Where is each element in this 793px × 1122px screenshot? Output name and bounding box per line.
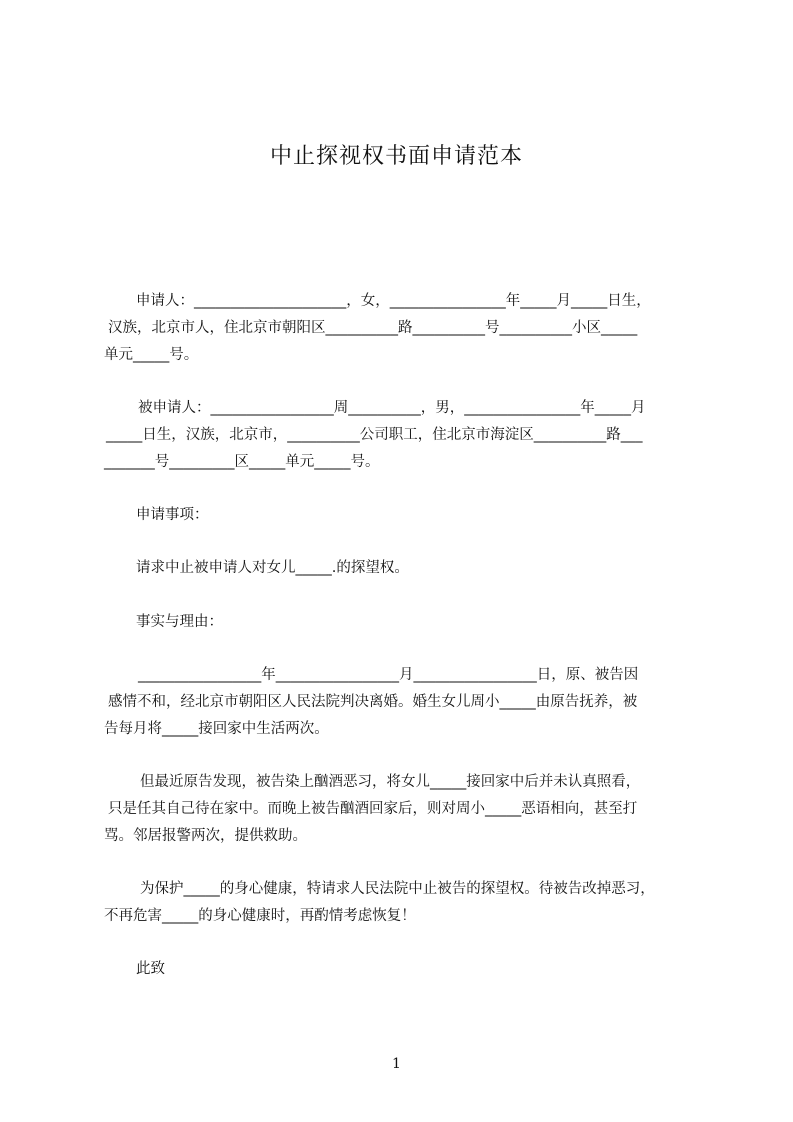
facts-para-2-line-3: 骂。邻居报警两次，提供救助。 xyxy=(104,828,307,844)
applicant-line-1: 申请人：_____________________，女，________________年_____月_____日生， xyxy=(136,293,651,309)
respondent-line-3: _______号_________区_____单元_____号。 xyxy=(104,454,380,470)
facts-para-2-line-2: 只是任其自己待在家中。而晚上被告酗酒回家后，则对周小_____恶语相向，甚至打 xyxy=(108,801,638,817)
document-title: 中止探视权书面申请范本 xyxy=(269,144,523,169)
closing-salutation: 此致 xyxy=(136,961,165,977)
applicant-line-2: 汉族，北京市人，住北京市朝阳区__________路__________号__________小区_____ xyxy=(108,320,638,336)
matters-text: 请求中止被申请人对女儿_____.的探望权。 xyxy=(136,560,409,576)
facts-para-3-line-1: 为保护_____的身心健康，特请求人民法院中止被告的探望权。待被告改掉恶习， xyxy=(140,881,655,897)
facts-para-1-line-1: _________________年_________________月_________________日，原、被告因 xyxy=(138,667,639,683)
respondent-line-2: _____日生，汉族，北京市，__________公司职工，住北京市海淀区__________路___ xyxy=(106,427,643,443)
applicant-line-3: 单元_____号。 xyxy=(104,347,199,363)
facts-para-2-line-1: 但最近原告发现，被告染上酗酒恶习，将女儿_____接回家中后并未认真照看， xyxy=(140,774,641,790)
respondent-line-1: 被申请人：_________________周__________，男，________________年_____月 xyxy=(138,400,646,416)
facts-para-3-line-2: 不再危害_____的身心健康时，再酌情考虑恢复！ xyxy=(104,908,416,924)
facts-para-1-line-3: 告每月将_____接回家中生活两次。 xyxy=(104,721,329,737)
page-number: 1 xyxy=(392,1056,401,1072)
facts-heading: 事实与理由： xyxy=(136,614,223,630)
matters-heading: 申请事项： xyxy=(136,507,209,523)
facts-para-1-line-2: 感情不和，经北京市朝阳区人民法院判决离婚。婚生女儿周小_____由原告抚养，被 xyxy=(108,694,638,710)
